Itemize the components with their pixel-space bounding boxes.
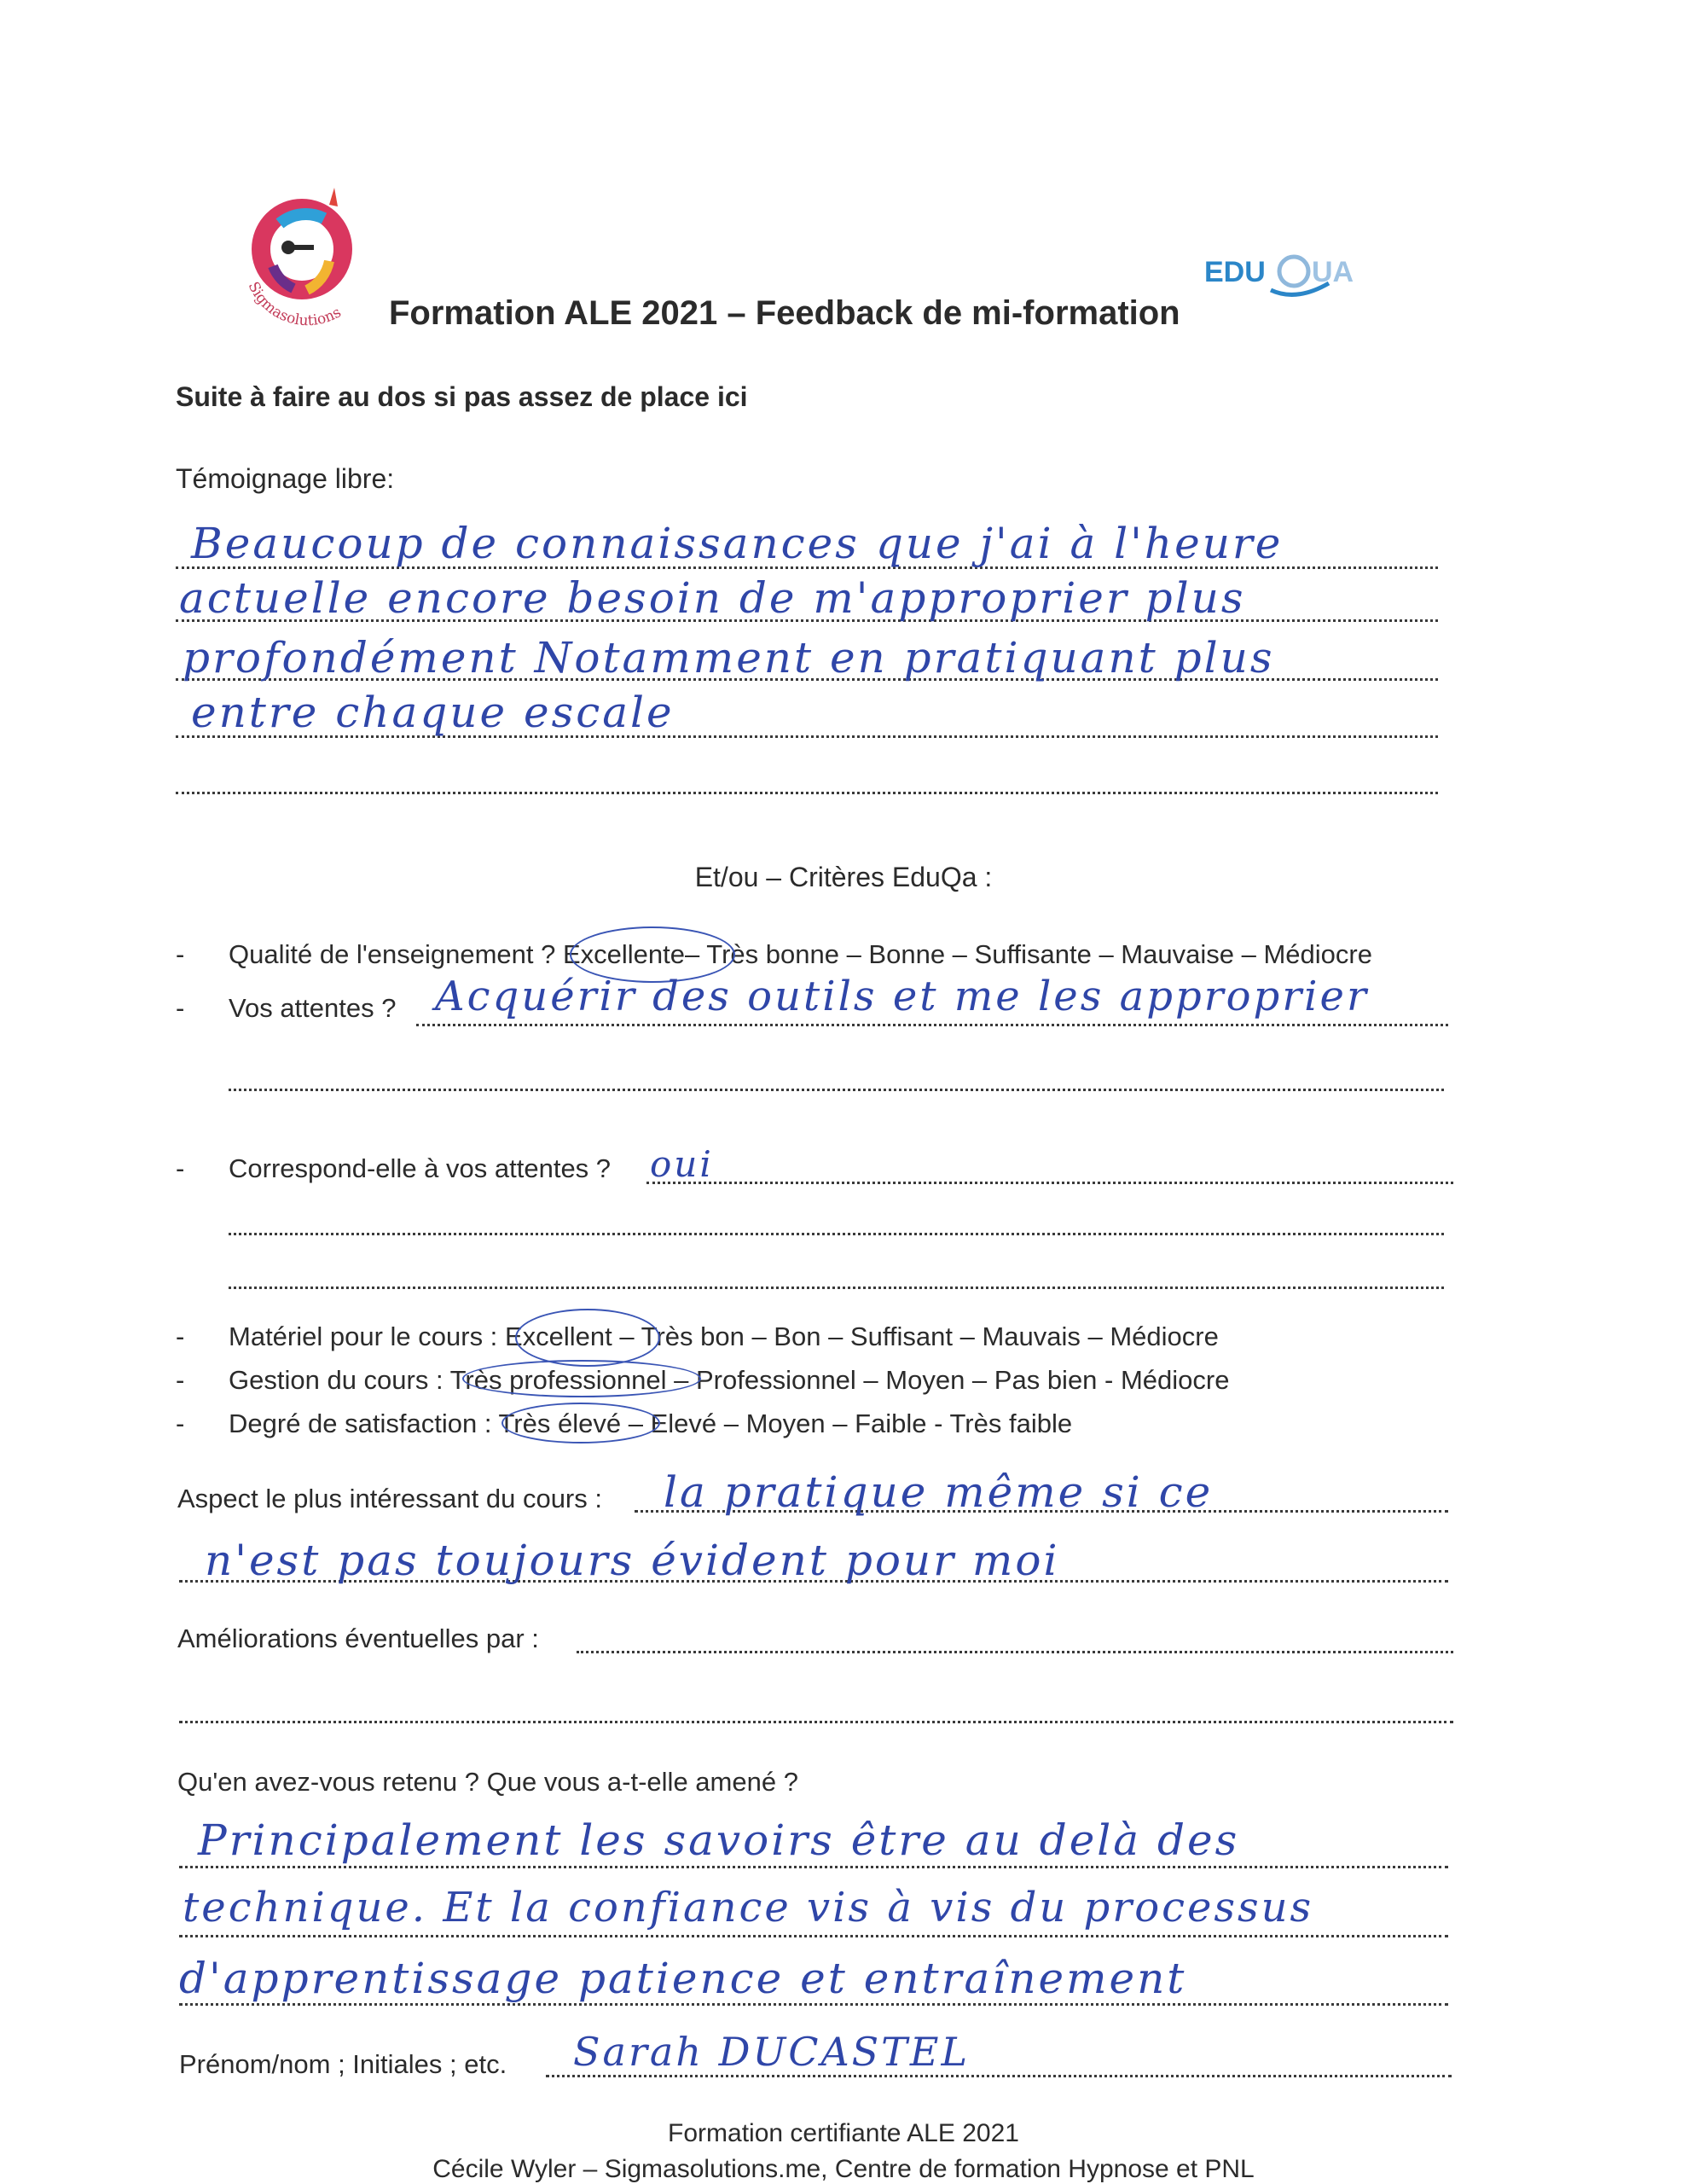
temoignage-handwriting-line: Beaucoup de connaissances que j'ai à l'heure <box>191 519 1284 568</box>
svg-text:UA: UA <box>1312 256 1354 288</box>
materiel-selection-circle <box>515 1309 660 1367</box>
svg-text:Sigmasolutions: Sigmasolutions <box>244 279 345 330</box>
temoignage-label: Témoignage libre: <box>176 463 395 494</box>
svg-text:EDU: EDU <box>1204 256 1266 288</box>
materiel-options-rest: – Très bon – Bon – Suffisant – Mauvais – Médiocre <box>619 1321 1219 1351</box>
materiel-option-selected: Excellent <box>504 1321 612 1351</box>
sigmasolutions-logo <box>229 181 382 334</box>
gestion-options-rest: – Professionnel – Moyen – Pas bien - Médiocre <box>674 1365 1230 1395</box>
dotted-line <box>229 1287 1444 1289</box>
eduqua-logo <box>1203 247 1390 316</box>
temoignage-handwriting-line: entre chaque escale <box>191 688 675 737</box>
retenu-handwriting-line: technique. Et la confiance vis à vis du processus <box>183 1884 1314 1931</box>
gestion-label: Gestion du cours : <box>229 1365 443 1395</box>
satisfaction-option-selected: Très élevé <box>498 1409 622 1438</box>
satisfaction-label: Degré de satisfaction : <box>229 1409 492 1438</box>
signature-label: Prénom/nom ; Initiales ; etc. <box>179 2049 507 2079</box>
satisfaction-row: - Degré de satisfaction : Très élevé – Elevé – Moyen – Faible - Très faible <box>176 1409 1073 1438</box>
gestion-option-selected: Très professionnel <box>449 1365 667 1395</box>
correspond-label: Correspond-elle à vos attentes ? <box>229 1153 612 1183</box>
satisfaction-selection-circle <box>498 1403 660 1443</box>
aspect-handwriting-line: n'est pas toujours évident pour moi <box>205 1536 1060 1585</box>
gestion-row: - Gestion du cours : Très professionnel – Professionnel – Moyen – Pas bien - Médiocre <box>176 1365 1230 1395</box>
temoignage-handwriting-line: actuelle encore besoin de m'approprier plus <box>179 573 1246 623</box>
retenu-handwriting-line: Principalement les savoirs être au delà des <box>198 1815 1240 1865</box>
qualite-options-rest: – Très bonne – Bonne – Suffisante – Mauvaise – Médiocre <box>685 939 1372 969</box>
dotted-line <box>179 1721 1453 1723</box>
footer-line-1: Formation certifiante ALE 2021 <box>668 2119 1019 2147</box>
materiel-label: Matériel pour le cours : <box>229 1321 498 1351</box>
gestion-selection-circle <box>462 1360 701 1397</box>
footer-line-2: Cécile Wyler – Sigmasolutions.me, Centre de formation Hypnose et PNL <box>432 2155 1255 2183</box>
satisfaction-options-rest: – Elevé – Moyen – Faible - Très faible <box>628 1409 1073 1438</box>
qualite-row: - Qualité de l'enseignement ? Excellente– Très bonne – Bonne – Suffisante – Mauvaise – Médiocre <box>176 939 1372 969</box>
dotted-line <box>179 1935 1448 1937</box>
attentes-label: Vos attentes ? <box>229 993 397 1023</box>
criteres-heading: Et/ou – Critères EduQa : <box>694 862 993 892</box>
signature-handwriting: Sarah DUCASTEL <box>573 2029 970 2075</box>
dotted-line <box>176 792 1438 794</box>
dotted-line <box>546 2075 1452 2077</box>
attentes-row: - Vos attentes ? <box>176 993 397 1023</box>
dotted-line <box>179 2003 1448 2006</box>
attentes-handwriting: Acquérir des outils et me les approprier <box>435 973 1369 1020</box>
aspect-handwriting-line: la pratique même si ce <box>664 1467 1214 1517</box>
materiel-row: - Matériel pour le cours : Excellent – Très bon – Bon – Suffisant – Mauvais – Médiocre <box>176 1321 1219 1351</box>
dotted-line <box>229 1089 1444 1091</box>
retenu-label: Qu'en avez-vous retenu ? Que vous a-t-elle amené ? <box>177 1767 798 1797</box>
aspect-label: Aspect le plus intéressant du cours : <box>177 1484 602 1513</box>
correspond-row: - Correspond-elle à vos attentes ? <box>176 1153 612 1183</box>
ameliorations-label: Améliorations éventuelles par : <box>177 1623 539 1653</box>
temoignage-handwriting-line: profondément Notamment en pratiquant plus <box>183 633 1275 682</box>
dotted-line <box>646 1182 1453 1184</box>
qualite-option-selected: Excellente <box>562 939 685 969</box>
form-subtitle: Suite à faire au dos si pas assez de place ici <box>176 381 748 412</box>
qualite-label: Qualité de l'enseignement ? <box>229 939 556 969</box>
dotted-line <box>229 1233 1444 1235</box>
form-title: Formation ALE 2021 – Feedback de mi-formation <box>389 294 1180 332</box>
retenu-handwriting-line: d'apprentissage patience et entraînement <box>179 1954 1187 2003</box>
correspond-handwriting: oui <box>650 1143 714 1185</box>
dotted-line <box>577 1651 1453 1653</box>
dotted-line <box>416 1024 1448 1026</box>
dotted-line <box>179 1866 1448 1868</box>
